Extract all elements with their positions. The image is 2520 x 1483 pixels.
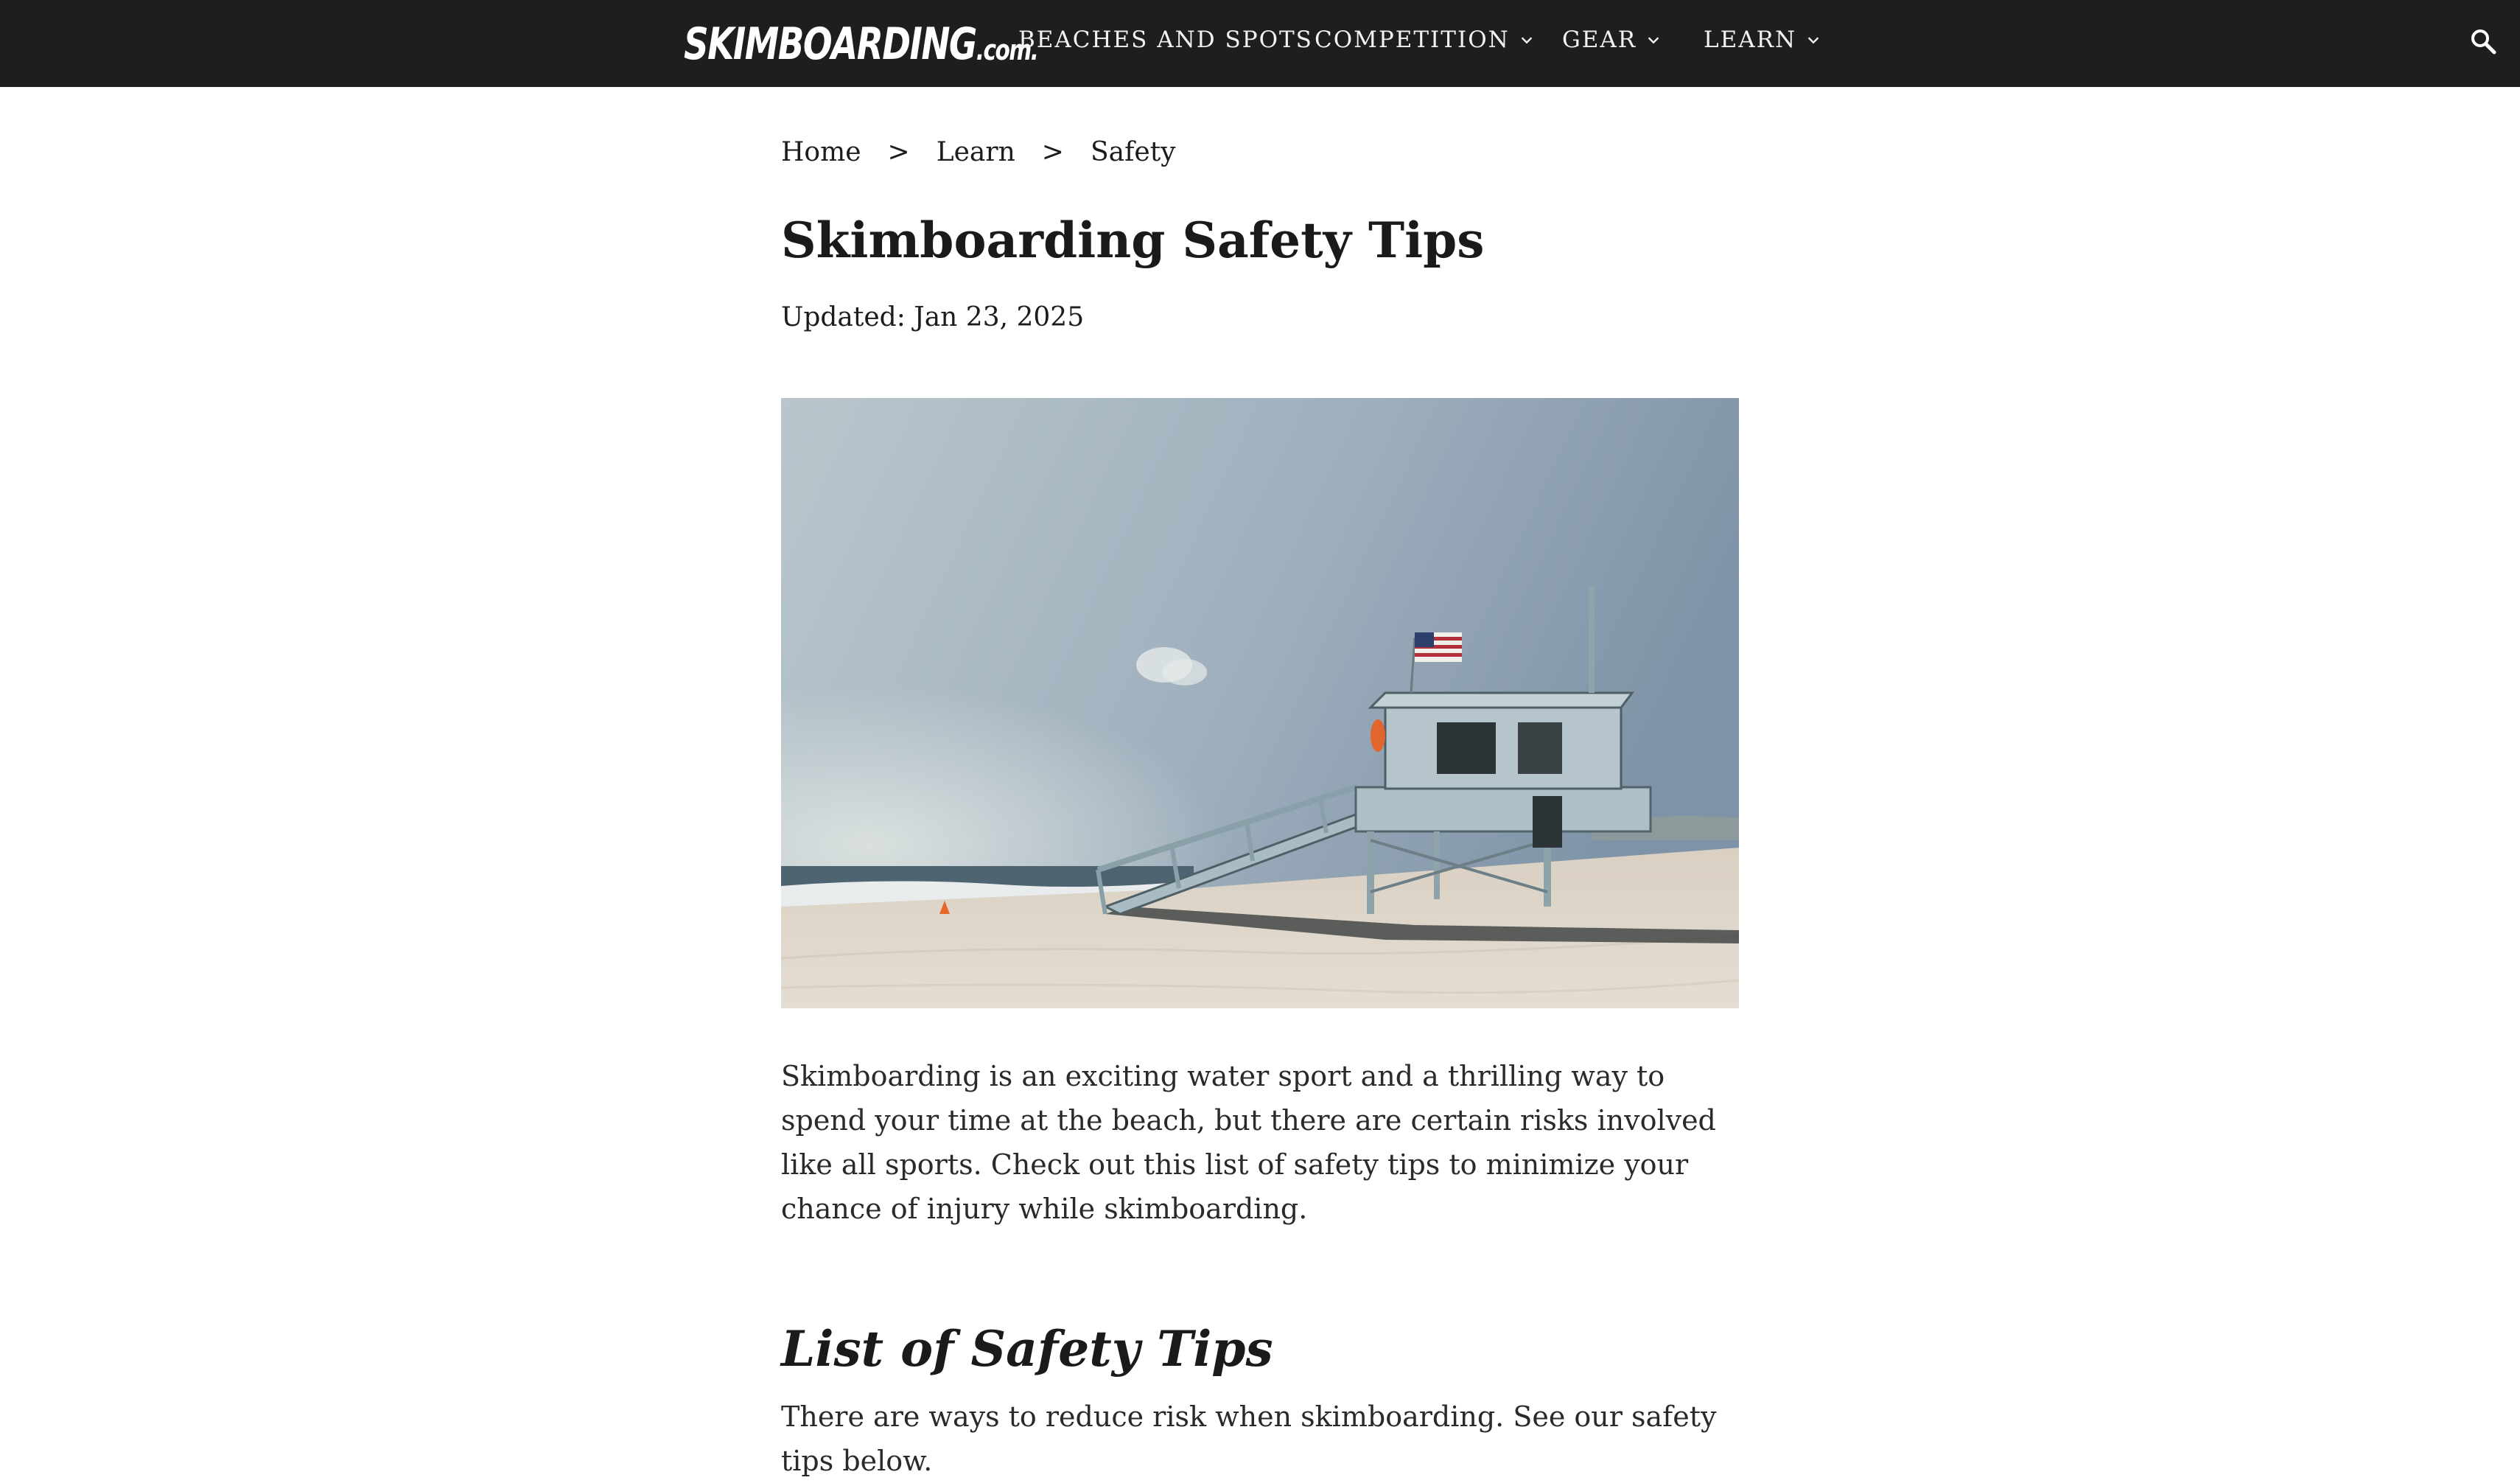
chevron-down-icon — [1805, 32, 1821, 48]
nav-beaches-and-spots[interactable] — [1018, 0, 1313, 80]
breadcrumb-learn[interactable]: Learn — [936, 137, 1015, 167]
search-icon — [2468, 27, 2498, 56]
breadcrumb-separator: > — [1041, 137, 1064, 167]
search-button[interactable] — [2468, 27, 2498, 56]
top-nav-bar — [0, 0, 2520, 87]
chevron-down-icon — [1645, 32, 1662, 48]
chevron-down-icon — [1519, 32, 1535, 48]
updated-date: Updated: Jan 23, 2025 — [781, 302, 1085, 332]
hero-image — [781, 398, 1739, 1008]
breadcrumb-home[interactable]: Home — [781, 137, 861, 167]
logo-suffix-text: .com. — [976, 34, 1038, 66]
logo-main-text: SKIMBOARDING — [684, 18, 976, 70]
nav-label: BEACHES AND SPOTS — [1018, 27, 1313, 53]
nav-label: GEAR — [1562, 27, 1637, 53]
nav-learn[interactable] — [1704, 0, 1821, 80]
section-heading: List of Safety Tips — [781, 1320, 1273, 1378]
intro-paragraph: Skimboarding is an exciting water sport and a thrilling way to spend your time at the beach, but there are certain risks involved like all sports. Check out this list of safety tips to minimize your chance of injury while skimboarding. — [781, 1060, 1716, 1225]
page-title: Skimboarding Safety Tips — [781, 212, 1485, 269]
breadcrumb — [781, 137, 1176, 167]
nav-competition[interactable] — [1315, 0, 1535, 80]
nav-label: COMPETITION — [1315, 27, 1510, 53]
breadcrumb-safety: Safety — [1090, 137, 1176, 167]
site-logo[interactable] — [684, 18, 1038, 70]
nav-label: LEARN — [1704, 27, 1797, 53]
section-paragraph: There are ways to reduce risk when skimboarding. See our safety tips below. — [781, 1400, 1717, 1477]
nav-gear[interactable] — [1562, 0, 1662, 80]
breadcrumb-separator: > — [887, 137, 910, 167]
